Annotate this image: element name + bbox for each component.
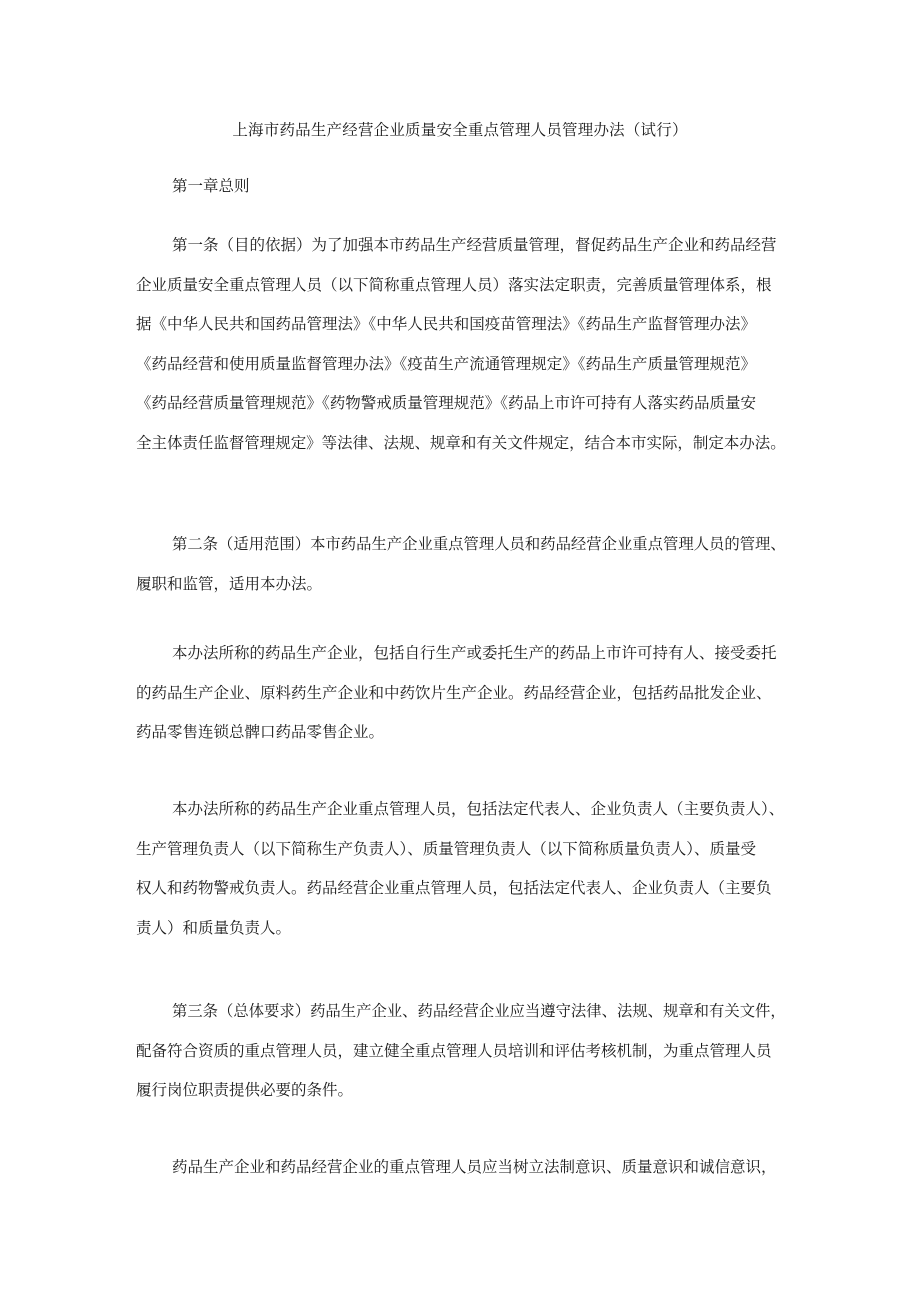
- paragraph-line: 履行岗位职责提供必要的条件。: [136, 1081, 354, 1100]
- chapter-heading: 第一章总则: [172, 177, 250, 195]
- article-3-paragraph: [136, 997, 786, 1116]
- definition-personnel-paragraph: [136, 795, 786, 953]
- paragraph-line: 本办法所称的药品生产企业重点管理人员，包括法定代表人、企业负责人（主要负责人）、: [172, 800, 785, 818]
- paragraph-line: 全主体责任监督管理规定》等法律、法规、规章和有关文件规定，结合本市实际，制定本办法。: [136, 433, 786, 452]
- paragraph-line: 药品零售连锁总髀口药品零售企业。: [136, 723, 385, 742]
- paragraph-line: 本办法所称的药品生产企业，包括自行生产或委托生产的药品上市许可持有人、接受委托: [172, 644, 777, 662]
- paragraph-line: 履职和监管，适用本办法。: [136, 574, 323, 593]
- paragraph-line: 的药品生产企业、原料药生产企业和中药饮片生产企业。药品经营企业，包括药品批发企业、: [136, 683, 772, 702]
- article-2-paragraph: [136, 530, 786, 609]
- paragraph-line: 责人）和质量负责人。: [136, 918, 292, 937]
- personnel-requirements-paragraph: [136, 1153, 786, 1193]
- article-1-paragraph: [136, 231, 786, 469]
- paragraph-line: 配备符合资质的重点管理人员，建立健全重点管理人员培训和评估考核机制，为重点管理人员: [136, 1041, 772, 1060]
- paragraph-line: 药品生产企业和药品经营企业的重点管理人员应当树立法制意识、质量意识和诚信意识，: [172, 1158, 777, 1176]
- paragraph-line: 生产管理负责人（以下简称生产负责人）、质量管理负责人（以下简称质量负责人）、质量受: [136, 839, 757, 858]
- paragraph-line: 《药品经营质量管理规范》《药物警戒质量管理规范》《药品上市许可持有人落实药品质量安: [136, 394, 757, 413]
- paragraph-line: 《药品经营和使用质量监督管理办法》《疫苗生产流通管理规定》《药品生产质量管理规范》: [136, 354, 757, 373]
- document-title: 上海市药品生产经营企业质量安全重点管理人员管理办法（试行）: [232, 121, 688, 139]
- paragraph-line: 权人和药物警戒负责人。药品经营企业重点管理人员，包括法定代表人、企业负责人（主要负: [136, 879, 772, 898]
- paragraph-line: 据《中华人民共和国药品管理法》《中华人民共和国疫苗管理法》《药品生产监督管理办法》: [136, 315, 757, 334]
- paragraph-line: 第三条（总体要求）药品生产企业、药品经营企业应当遵守法律、法规、规章和有关文件，: [172, 1002, 786, 1020]
- definition-enterprises-paragraph: [136, 639, 786, 758]
- paragraph-line: 企业质量安全重点管理人员（以下简称重点管理人员）落实法定职责，完善质量管理体系，根: [136, 275, 772, 294]
- paragraph-line: 第二条（适用范围）本市药品生产企业重点管理人员和药品经营企业重点管理人员的管理、: [172, 535, 786, 553]
- paragraph-line: 第一条（目的依据）为了加强本市药品生产经营质量管理，督促药品生产企业和药品经营: [172, 236, 777, 254]
